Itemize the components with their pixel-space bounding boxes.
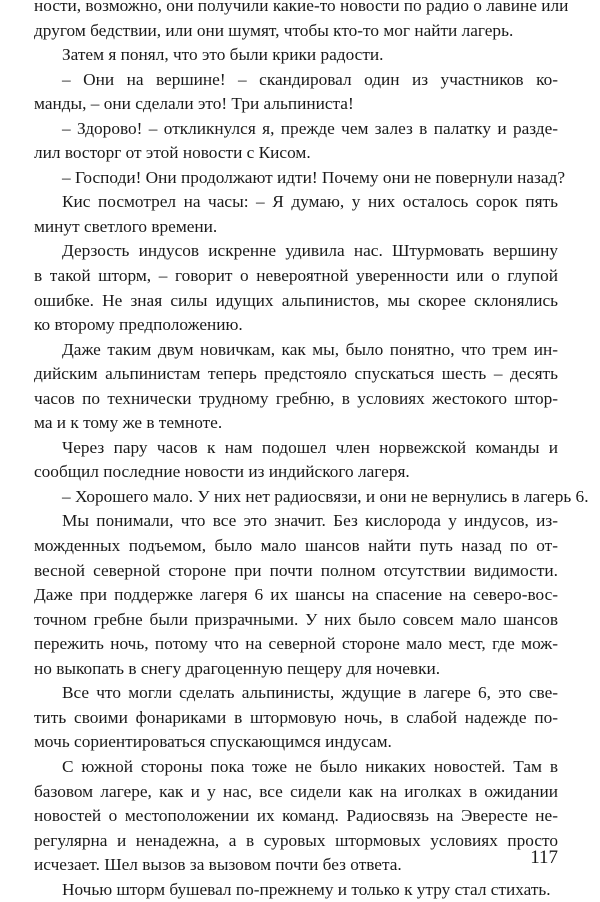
text-line: манды, – они сделали это! Три альпиниста!	[34, 94, 354, 114]
body-text	[34, 0, 589, 902]
book-page	[34, 0, 589, 899]
text-line: Кис посмотрел на часы: – Я думаю, у них осталось сорок пять	[62, 192, 558, 212]
text-line: С южной стороны пока тоже не было никаких новостей. Там в	[62, 756, 558, 776]
text-line: новостей о местоположении их команд. Радиосвязь на Эвересте не-	[34, 806, 558, 826]
text-line: сообщил последние новости из индийского лагеря.	[34, 462, 410, 482]
text-line: Затем я понял, что это были крики радости.	[62, 45, 384, 65]
text-line: ма и к тому же в темноте.	[34, 413, 223, 433]
paragraph	[34, 190, 558, 239]
text-line: Ночью шторм бушевал по-прежнему и только к утру стал стихать.	[62, 879, 551, 899]
text-line: – Здорово! – откликнулся я, прежде чем залез в палатку и разде-	[62, 118, 558, 138]
text-line: лил восторг от этой новости с Кисом.	[34, 143, 311, 163]
text-line: можденных подъемом, было мало шансов найти путь назад по от-	[34, 536, 558, 556]
text-line: – Хорошего мало. У них нет радиосвязи, и они не вернулись в лагерь 6.	[62, 486, 589, 506]
paragraph	[34, 239, 558, 337]
paragraph	[34, 878, 558, 902]
text-line: – Господи! Они продолжают идти! Почему они не повернули назад?	[62, 167, 566, 187]
paragraph	[34, 0, 569, 43]
text-line: базовом лагере, как и у нас, все сидели как на иголках в ожидании	[34, 781, 558, 801]
text-line: Через пару часов к нам подошел член норвежской команды и	[62, 437, 558, 457]
paragraph	[34, 436, 558, 485]
text-line: Даже при поддержке лагеря 6 их шансы на спасение на северо-вос-	[34, 585, 558, 605]
text-line: дийским альпинистам теперь предстояло спускаться шесть – десять	[34, 364, 558, 384]
text-line: ошибке. Не зная силы идущих альпинистов, мы скорее склонялись	[34, 290, 558, 310]
text-line: Дерзость индусов искренне удивила нас. Штурмовать вершину	[62, 241, 558, 261]
paragraph	[34, 117, 558, 166]
text-line: мочь сориентироваться спускающимся индусам.	[34, 732, 392, 752]
text-line: пережить ночь, потому что на северной стороне мало мест, где мож-	[34, 634, 558, 654]
text-line: другом бедствии, или они шумят, чтобы кто-то мог найти лагерь.	[34, 20, 514, 40]
text-line: Все что могли сделать альпинисты, ждущие в лагере 6, это све-	[62, 683, 558, 703]
text-line: ко второму предположению.	[34, 315, 243, 335]
paragraph	[34, 485, 589, 510]
text-line: часов по технически трудному гребню, в условиях жестокого штор-	[34, 388, 558, 408]
text-line: минут светлого времени.	[34, 216, 218, 236]
text-line: весной северной стороне при почти полном отсутствии видимости.	[34, 560, 558, 580]
text-line: Мы понимали, что все это значит. Без кислорода у индусов, из-	[62, 511, 558, 531]
text-line: в такой шторм, – говорит о невероятной уверенности или о глупой	[34, 266, 558, 286]
paragraph	[34, 509, 558, 681]
text-line: регулярна и ненадежна, а в суровых штормовых условиях просто	[34, 830, 558, 850]
text-line: Даже таким двум новичкам, как мы, было понятно, что трем ин-	[62, 339, 558, 359]
text-line: тить своими фонариками в штормовую ночь, в слабой надежде по-	[34, 707, 558, 727]
text-line: – Они на вершине! – скандировал один из участников ко-	[62, 69, 558, 89]
paragraph	[34, 681, 558, 755]
text-line: исчезает. Шел вызов за вызовом почти без ответа.	[34, 855, 402, 875]
paragraph	[34, 338, 558, 436]
paragraph	[34, 68, 558, 117]
text-line: но выкопать в снегу драгоценную пещеру для ночевки.	[34, 658, 441, 678]
paragraph	[34, 755, 558, 878]
text-line: ности, возможно, они получили какие-то новости по радио о лавине или	[34, 0, 569, 15]
paragraph	[34, 166, 566, 191]
paragraph	[34, 43, 558, 68]
page-number: 117	[530, 847, 558, 868]
text-line: точном гребне были призрачными. У них было совсем мало шансов	[34, 609, 558, 629]
